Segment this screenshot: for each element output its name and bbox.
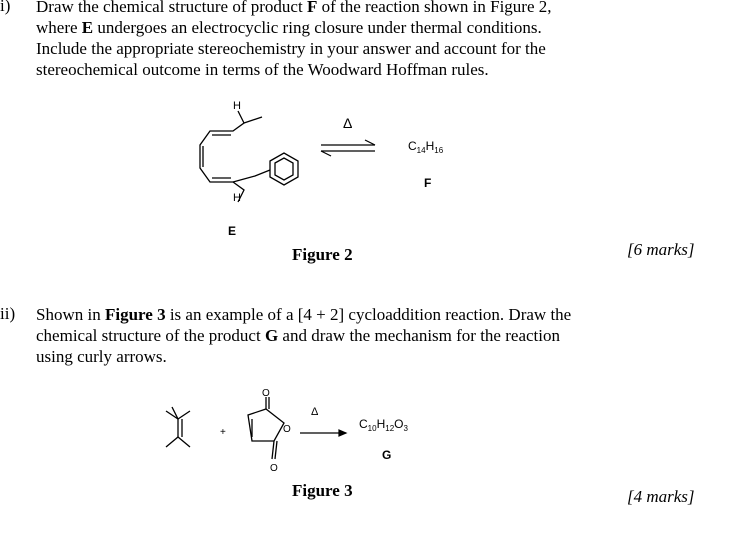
heat-symbol: Δ <box>343 115 353 131</box>
question-ii-line-3: using curly arrows. <box>36 347 167 366</box>
question-i-line-3: Include the appropriate stereochemistry in your answer and account for the <box>36 39 546 58</box>
question-ii-line-2: chemical structure of the product G and draw the mechanism for the reaction <box>36 326 560 345</box>
question-i-line-4: stereochemical outcome in terms of the Woodward Hoffman rules. <box>36 60 489 79</box>
question-ii-number: ii) <box>0 304 16 323</box>
question-i-marks: [6 marks] <box>627 240 695 259</box>
question-i-number: i) <box>0 0 11 15</box>
reaction-arrow <box>300 430 346 436</box>
question-ii-marks: [4 marks] <box>627 487 695 506</box>
question-i-text <box>36 0 610 80</box>
equilibrium-arrow <box>321 140 375 156</box>
question-i-line-2: where E undergoes an electrocyclic ring closure under thermal conditions. <box>36 18 542 37</box>
h-top-label: H <box>233 100 241 112</box>
question-ii-line-1: Shown in Figure 3 is an example of a [4 + 2] cycloaddition reaction. Draw the <box>36 305 572 324</box>
h-bottom-label: H <box>233 192 241 204</box>
reactant-label-e: E <box>228 224 237 238</box>
figure-2-scheme <box>180 95 480 245</box>
figure-3-caption: Figure 3 <box>292 481 353 500</box>
reactant-e-structure <box>200 111 298 202</box>
product-g-formula: $C_{10}H_{12}O_3$ <box>359 417 408 433</box>
carbonyl-o-top: O <box>262 388 270 399</box>
question-i-line-1: Draw the chemical structure of product F of the reaction shown in Figure 2, <box>36 0 552 16</box>
plus-sign: + <box>220 427 226 438</box>
product-label-f: F <box>424 176 432 190</box>
carbonyl-o-bottom: O <box>270 463 278 474</box>
question-ii-text <box>36 304 610 367</box>
diene-structure <box>166 407 190 447</box>
product-f-formula: $C_{14}H_{16}$ <box>408 139 444 155</box>
ring-o: O <box>283 424 291 435</box>
dienophile-structure <box>248 397 284 459</box>
heat-symbol-2: Δ <box>311 406 319 418</box>
figure-3-scheme <box>160 385 460 480</box>
figure-2-caption: Figure 2 <box>292 245 353 264</box>
product-label-g: G <box>382 448 392 462</box>
